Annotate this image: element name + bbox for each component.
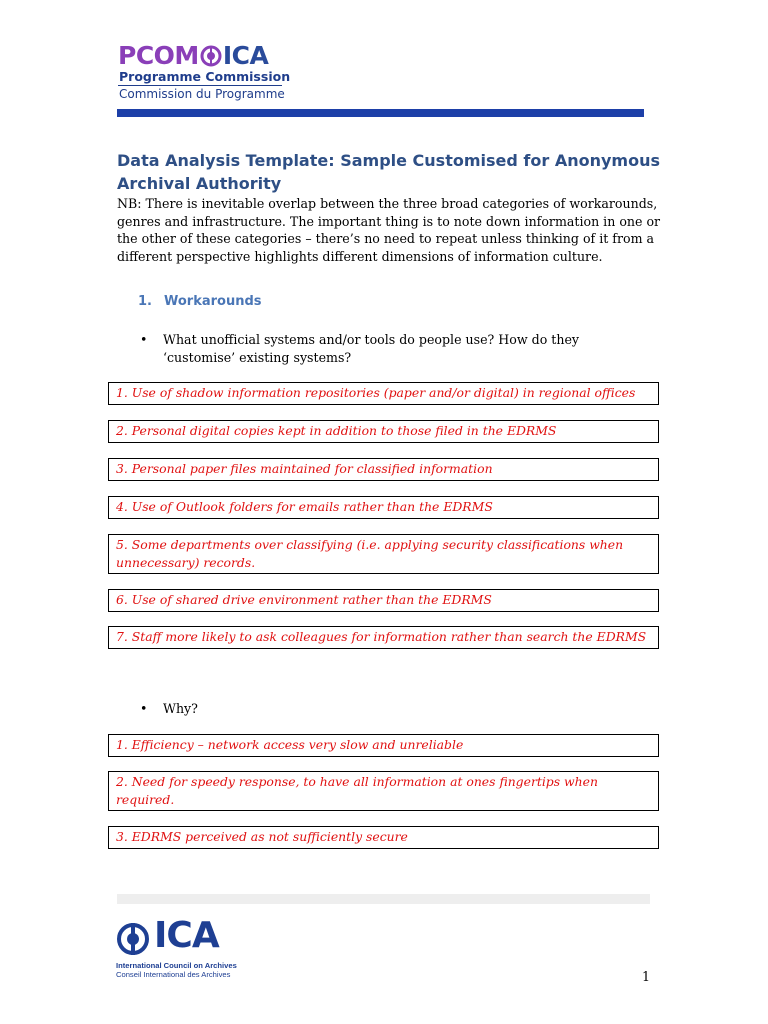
answer-box: 7. Staff more likely to ask colleagues for information rather than search the EDRMS (108, 626, 659, 649)
intro-paragraph: NB: There is inevitable overlap between the three broad categories of workarounds, genres and infrastructure. The important thing is to note down information in one or the other of these categories – there’s no need to repeat unless thinking of it from a different perspective highlights different dimensions of information culture. (117, 196, 661, 264)
question-text: Why? (163, 701, 198, 716)
bullet-icon: • (140, 332, 148, 347)
ica-name-en: International Council on Archives (116, 961, 237, 970)
answer-box: 2. Need for speedy response, to have all information at ones fingertips when required. (108, 771, 659, 811)
ica-name-fr: Conseil International des Archives (116, 970, 231, 979)
logo-subtitle-fr: Commission du Programme (119, 87, 285, 101)
header-bar (117, 109, 644, 117)
question-text: What unofficial systems and/or tools do people use? How do they ‘customise’ existing systems? (163, 332, 580, 365)
answer-box: 2. Personal digital copies kept in addition to those filed in the EDRMS (108, 420, 659, 443)
bullet-icon: • (140, 701, 148, 716)
footer-divider (117, 894, 650, 904)
section-heading-workarounds (138, 294, 262, 309)
ica-footer-logo (116, 915, 256, 984)
section-number: 1. (138, 294, 152, 309)
answer-box: 1. Use of shadow information repositories (paper and/or digital) in regional offices (108, 382, 659, 405)
section-label: Workarounds (164, 294, 262, 309)
ica-globe-icon (116, 922, 150, 956)
answer-box: 1. Efficiency – network access very slow and unreliable (108, 734, 659, 757)
pcom-ica-logo (118, 42, 318, 104)
logo-divider (118, 85, 282, 86)
page-number: 1 (642, 969, 651, 984)
pcom-logo-wordmark: PCOM ICA (118, 41, 269, 70)
answer-box: 3. Personal paper files maintained for classified information (108, 458, 659, 481)
ica-wordmark: ICA (154, 915, 219, 956)
document-title: Data Analysis Template: Sample Customised for Anonymous Archival Authority (117, 151, 660, 193)
answer-box: 5. Some departments over classifying (i.e. applying security classifications when unnecessary) records. (108, 534, 659, 574)
answer-box: 6. Use of shared drive environment rather than the EDRMS (108, 589, 659, 612)
logo-subtitle-en: Programme Commission (119, 69, 291, 84)
globe-icon (200, 45, 222, 67)
answer-box: 4. Use of Outlook folders for emails rather than the EDRMS (108, 496, 659, 519)
answer-box: 3. EDRMS perceived as not sufficiently secure (108, 826, 659, 849)
